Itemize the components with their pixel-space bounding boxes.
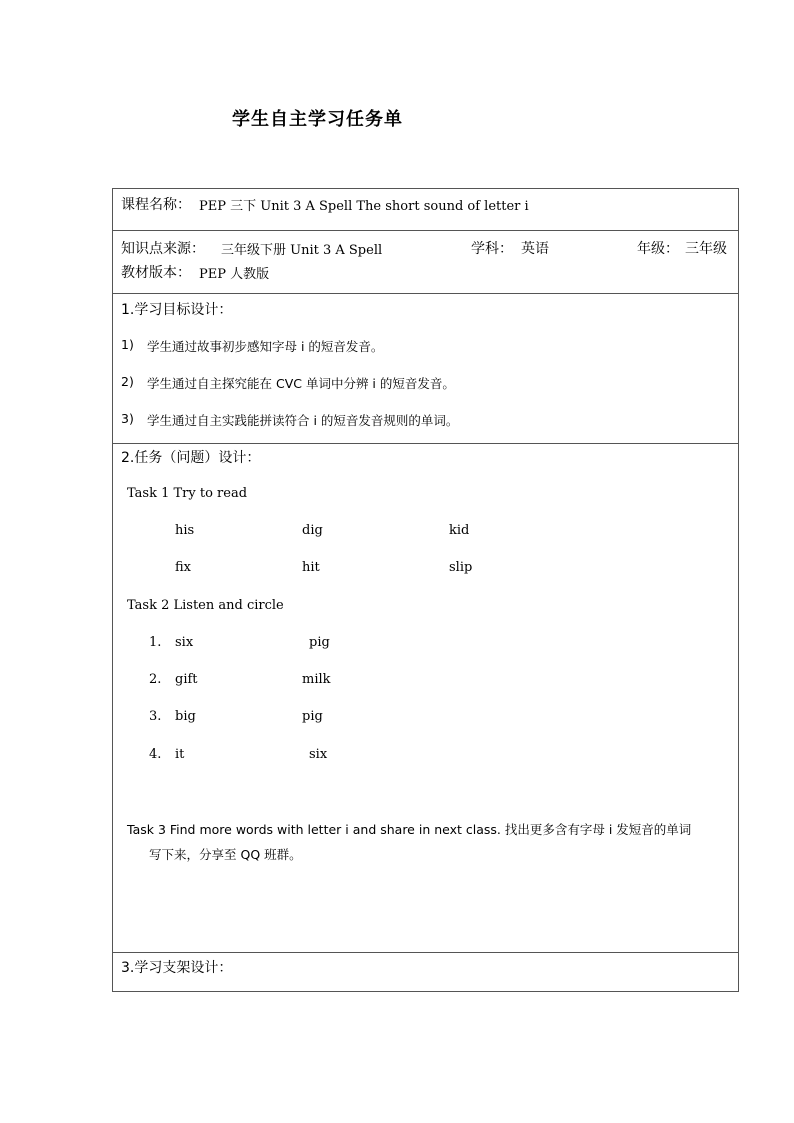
task1-label: Task 1 Try to read xyxy=(127,486,248,501)
grade-value: 三年级 xyxy=(685,241,727,257)
scaffold-heading: 3.学习支架设计： xyxy=(121,960,233,976)
goal-num: 2) xyxy=(121,374,134,389)
word: pig xyxy=(309,635,330,650)
subject-label: 学科： xyxy=(471,241,513,257)
word: dig xyxy=(302,523,323,538)
tasks-heading: 2.任务（问题）设计： xyxy=(121,450,261,466)
item-num: 1. xyxy=(149,635,162,650)
item-num: 4. xyxy=(149,747,162,762)
source-row xyxy=(113,231,738,294)
item-num: 2. xyxy=(149,672,162,687)
goal-num: 3) xyxy=(121,411,134,426)
item-num: 3. xyxy=(149,709,162,724)
goals-row xyxy=(113,294,738,444)
course-label: 课程名称： xyxy=(121,197,191,213)
word: slip xyxy=(449,560,473,575)
course-value: PEP 三下 Unit 3 A Spell The short sound of letter i xyxy=(199,199,529,214)
word: his xyxy=(175,523,195,538)
goal-text: 学生通过自主实践能拼读符合 i 的短音发音规则的单词。 xyxy=(147,413,459,428)
goal-text: 学生通过自主探究能在 CVC 单词中分辨 i 的短音发音。 xyxy=(147,376,455,391)
word: it xyxy=(175,747,185,762)
word: fix xyxy=(175,560,192,575)
grade-label: 年级： xyxy=(637,241,679,257)
source-label: 知识点来源： xyxy=(121,241,205,257)
page-title: 学生自主学习任务单 xyxy=(232,109,403,130)
tasks-row xyxy=(113,444,738,953)
task-table xyxy=(112,188,739,992)
word: big xyxy=(175,709,196,724)
word: six xyxy=(309,747,328,762)
source-value: 三年级下册 Unit 3 A Spell xyxy=(221,243,383,258)
goals-heading: 1.学习目标设计： xyxy=(121,302,233,318)
task2-label: Task 2 Listen and circle xyxy=(127,598,284,613)
word: gift xyxy=(175,672,198,687)
edition-label: 教材版本： xyxy=(121,265,191,281)
task3-line1: Task 3 Find more words with letter i and share in next class. 找出更多含有字母 i 发短音的单词 xyxy=(127,822,692,837)
word: milk xyxy=(302,672,331,687)
subject-value: 英语 xyxy=(521,241,549,257)
goal-text: 学生通过故事初步感知字母 i 的短音发音。 xyxy=(147,339,384,354)
course-row xyxy=(113,189,738,231)
task3-line2: 写下来，分享至 QQ 班群。 xyxy=(149,847,302,862)
word: six xyxy=(175,635,194,650)
goal-num: 1) xyxy=(121,337,134,352)
edition-value: PEP 人教版 xyxy=(199,267,270,282)
word: hit xyxy=(302,560,320,575)
scaffold-row xyxy=(113,953,738,991)
word: kid xyxy=(449,523,470,538)
word: pig xyxy=(302,709,323,724)
